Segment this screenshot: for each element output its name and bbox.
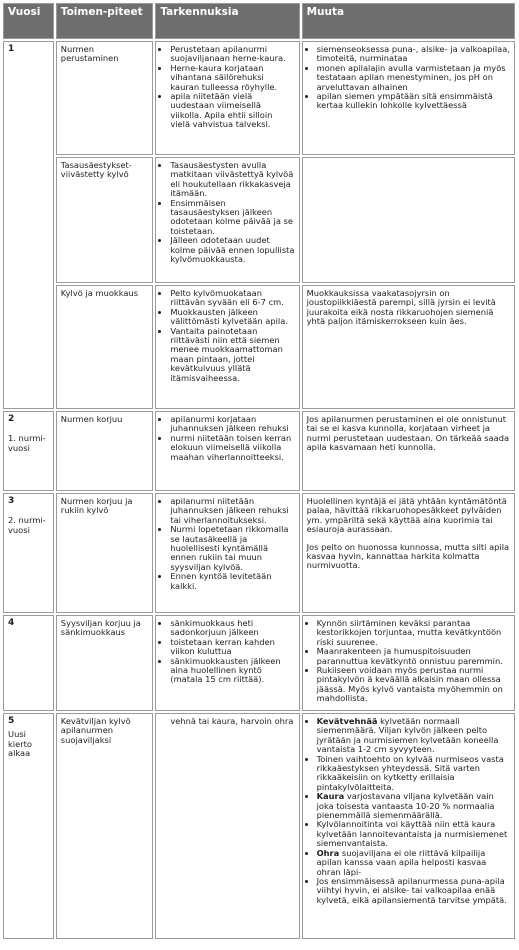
notes-list: [307, 619, 510, 704]
bold-term: Ohra: [316, 847, 340, 858]
list-item: • Kynnön siirtäminen keväksi parantaa kestorikkojen torjuntaa, mutta kevätkyntöön riski suurenee.: [317, 619, 510, 647]
year-note: Uusi kierto alkaa: [8, 729, 32, 759]
notes-cell: [302, 157, 515, 283]
year-number: 5: [8, 716, 15, 726]
note-paragraph: Jos apilanurmen perustaminen ei ole onnistunut tai se ei kasva kunnolla, korjataan virheet ja nurmi perustetaan uudestaan. On tärkeää saada apila kasvamaan heti kunnolla.: [306, 414, 510, 453]
list-item: • Ensimmäisen tasausäestyksen jälkeen odotetaan kolme päivää ja se toistetaan.: [170, 199, 294, 237]
year-cell: [3, 713, 54, 939]
header-details: Tarkennuksia: [155, 3, 299, 39]
list-item: • apilanurmi niitetään juhannuksen jälkeen rehuksi tai viherlannoitukseksi.: [170, 497, 294, 525]
list-item: • nurmi niitetään toisen kerran elokuun viimeisellä viikolla maahan viherlannoitteeksi.: [170, 434, 294, 462]
table-row: [3, 713, 515, 939]
list-item: [317, 820, 510, 848]
notes-cell: [302, 493, 515, 613]
year-note: 1. nurmi-vuosi: [8, 433, 46, 453]
notes-cell: [302, 411, 515, 491]
year-number: 1: [8, 44, 15, 54]
note-paragraph: Huolellinen kyntäjä ei jätä yhtään kyntämätöntä palaa, hävittää rikkaruohopesäkkeet pylväiden ym. ympäriltä sekä käyttää aina kuorimia tai esiauroja aurassaan.: [306, 496, 507, 535]
year-number: 3: [8, 496, 15, 506]
note-text: kylvetään normaali siemenmäärä. Viljan kylvön jälkeen pelto jyrätään ja nurmisiemen kylvetään koneella vantaista 1-2 cm syvyyteen.: [316, 716, 499, 755]
year-note: 2. nurmi-vuosi: [8, 515, 46, 535]
bold-term: Kaura: [316, 791, 345, 802]
list-item: • Vantaita painotetaan riittävästi niin että siemen menee muokkaamattoman maan pintaan, jottei kevätkuivuus yllätä itämisvaiheessa.: [170, 327, 294, 383]
notes-cell: [302, 615, 515, 711]
list-item: • Pelto kylvömuokataan riittävän syvään eli 6-7 cm.: [170, 289, 294, 308]
action-cell: Nurmen korjuu ja rukiin kylvö: [56, 493, 154, 613]
action-cell: Nurmen perustaminen: [56, 41, 154, 155]
notes-list: [307, 717, 510, 905]
details-list: [160, 161, 294, 264]
list-item: • toistetaan kerran kahden viikon kuluttua: [170, 638, 294, 657]
year-cell: [3, 615, 54, 711]
list-item: • Tasausäestysten avulla matkitaan viivästettyä kylvöä eli houkutellaan rikkakasveja itämään.: [170, 161, 294, 199]
list-item: • sänkimuokkausten jälkeen aina huolellinen kyntö (matala 15 cm riittää).: [170, 657, 294, 685]
list-item: [317, 755, 510, 793]
details-cell: [155, 615, 299, 711]
action-cell: Kevätviljan kylvö apilanurmen suojaviljaksi: [56, 713, 154, 939]
list-item: • Perustetaan apilanurmi suojaviljanaan herne-kaura.: [170, 45, 294, 64]
header-actions: Toimen-piteet: [56, 3, 154, 39]
action-cell: Kylvö ja muokkaus: [56, 285, 154, 409]
action-cell: Tasausäestykset-viivästetty kylvö: [56, 157, 154, 283]
notes-cell: [302, 285, 515, 409]
table-row: [3, 157, 515, 283]
year-cell: [3, 411, 54, 491]
year-cell: [3, 493, 54, 613]
details-text: vehnä tai kaura, harvoin ohra: [170, 716, 294, 726]
list-item: • Herne-kaura korjataan vihantana säilörehuksi kauran tulleessa röyhylle.: [170, 64, 294, 92]
note-text: varjostavana viljana kylvetään vain joka toisesta vantaasta 10-20 % normaalia pienemmällä siemenmäärällä.: [316, 791, 495, 821]
details-cell: [155, 41, 299, 155]
year-cell: [3, 41, 54, 409]
details-cell: [155, 285, 299, 409]
details-cell: [155, 157, 299, 283]
notes-list: [307, 45, 510, 111]
details-list: [160, 497, 294, 591]
list-item: [317, 717, 510, 755]
bold-term: Kevätvehnää: [316, 716, 378, 726]
list-item: • apilanurmi korjataan juhannuksen jälkeen rehuksi: [170, 415, 294, 434]
year-number: 2: [8, 414, 15, 424]
header-year: Vuosi: [3, 3, 54, 39]
list-item: • apilan siemen ympätään sitä ensimmäistä kertaa kullekin lohkolle kylvettäessä: [317, 92, 510, 111]
details-cell: [155, 713, 299, 939]
notes-cell: [302, 41, 515, 155]
list-item: • sänkimuokkaus heti sadonkorjuun jälkeen: [170, 619, 294, 638]
crop-rotation-table: [1, 1, 517, 941]
table-row: [3, 411, 515, 491]
list-item: • Ennen kyntöä levitetään kalkki.: [170, 572, 294, 591]
list-item: • apila niitetään vielä uudestaan viimeisellä viikolla. Apila ehtii silloin vielä vahvistua talveksi.: [170, 92, 294, 130]
note-paragraph: Jos pelto on huonossa kunnossa, mutta silti apila kasvaa hyvin, kannattaa harkita kolmatta nurmivuotta.: [306, 541, 510, 571]
details-cell: [155, 493, 299, 613]
list-item: • Jälleen odotetaan uudet kolme päivää ennen lopullista kylvömuokkausta.: [170, 236, 294, 264]
list-item: [317, 792, 510, 820]
list-item: • Muokkausten jälkeen välittömästi kylvetään apila.: [170, 308, 294, 327]
table-row: [3, 285, 515, 409]
list-item: • monen apilalajin avulla varmistetaan ja myös testataan apilan menestyminen, jos pH on arveluttavan alhainen: [317, 64, 510, 92]
details-list: [160, 619, 294, 685]
details-cell: [155, 411, 299, 491]
table-row: [3, 615, 515, 711]
note-text: suojaviljana ei ole riittävä kilpailija apilan kanssa vaan apila helposti kasvaa ohran läpi-: [316, 847, 487, 877]
list-item: • Rukiiseen voidaan myös perustaa nurmi pintakylvön ä keväällä alkaisin maan ollessa jäässä. Myös kylvö vantaista myöhemmin on mahdollista.: [317, 666, 510, 704]
details-list: [160, 289, 294, 383]
header-row: [3, 3, 515, 39]
action-cell: Syysviljan korjuu ja sänkimuokkaus: [56, 615, 154, 711]
list-item: • Maanrakenteen ja humuspitoisuuden parannuttua kevätkyntö onnistuu paremmin.: [317, 647, 510, 666]
list-item: • Nurmi lopetetaan rikkomalla se lautasäkeellä ja huolellisesti kyntämällä ennen rukiin tai muun syysviljan kylvöä.: [170, 525, 294, 572]
table-row: [3, 493, 515, 613]
note-text: Toinen vaihtoehto on kylvää nurmiseos vasta rikkaäestyksen yhteydessä. Sitä varten rikkaäkeisiin on kytketty erillaisia pintakylvölaitteita.: [316, 753, 504, 792]
note-text: Kylvölannoitinta voi käyttää niin että kaura kylvetään lannoitevantaista ja nurmisiemenet siemenvantaista.: [316, 819, 508, 849]
note-text: Jos ensimmäisessä apilanurmessa puna-apila viihtyi hyvin, ei alsike- tai valkoapilaa enää kylvetä, eikä apilansiementä tarvitse ympätä.: [316, 875, 507, 905]
table-row: [3, 41, 515, 155]
header-notes: Muuta: [302, 3, 515, 39]
list-item: [317, 849, 510, 877]
details-list: [160, 415, 294, 462]
action-cell: Nurmen korjuu: [56, 411, 154, 491]
list-item: [317, 877, 510, 905]
details-list: [160, 45, 294, 130]
year-number: 4: [8, 618, 15, 628]
notes-cell: [302, 713, 515, 939]
list-item: • siemenseoksessa puna-, alsike- ja valkoapilaa, timoteitä, nurminataa: [317, 45, 510, 64]
note-paragraph: Muokkauksissa vaakatasojyrsin on joustopiikkiäestä parempi, sillä jyrsin ei levitä juurakoita eikä nosta rikkaruohojen siemeniä yhtä paljon itämiskerrokseen kuin äes.: [306, 288, 496, 327]
